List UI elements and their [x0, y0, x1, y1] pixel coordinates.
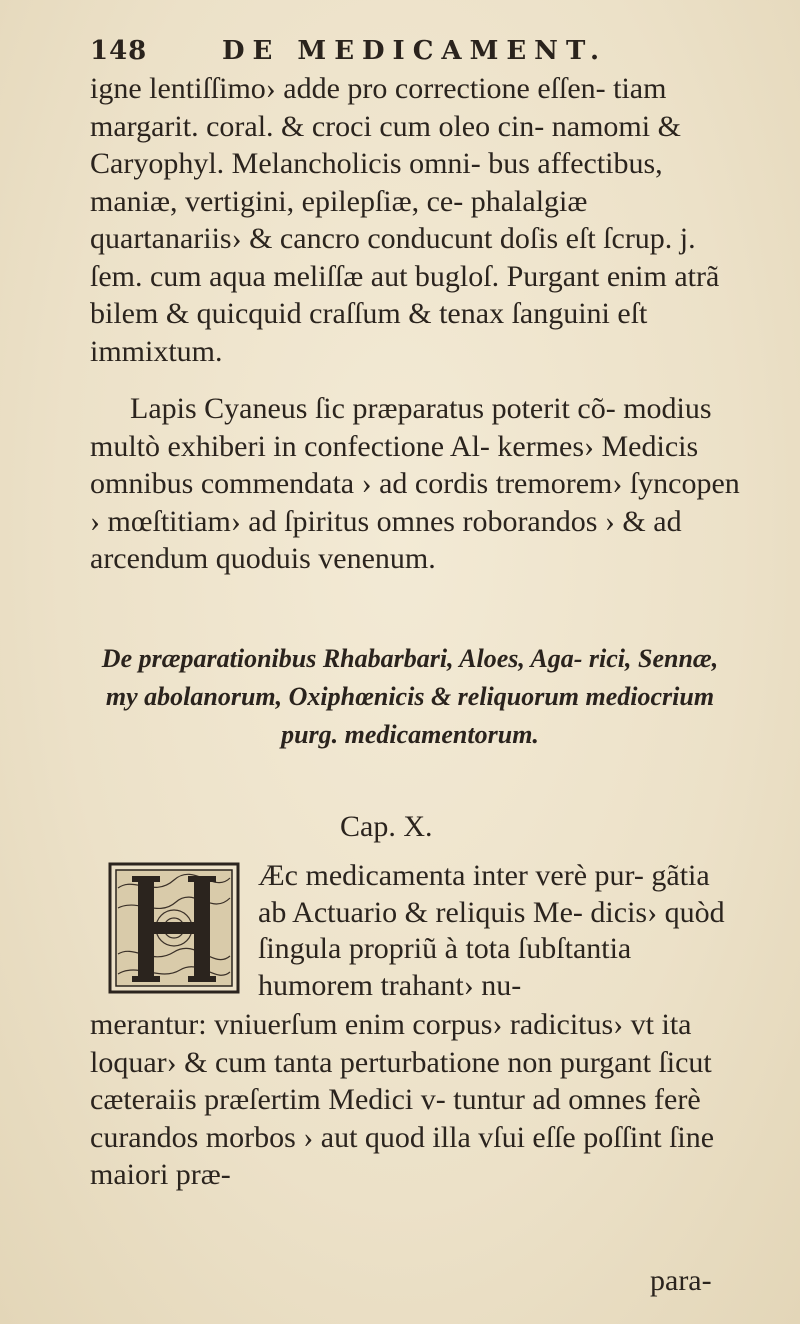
catchword: para- [650, 1264, 712, 1297]
paragraph-3: merantur: vniuerſum enim corpus› radicitus› vt ita loquar› & cum tanta perturbatione non purgant ſicut cæteraiis præſertim Medici v- tuntur ad omnes ferè curandos morbos › aut quod illa vſui eſſe poſſint ſine maiori præ- [90, 1008, 715, 1191]
paragraph-1: igne lentiſſimo› adde pro correctione eſſen- tiam margarit. coral. & croci cum oleo cin- namomi & Caryophyl. Melancholicis omni- bus affectibus, maniæ, vertigini, epilepſiæ, ce- phalalgiæ quartanariis› & cancro conducunt doſis eſt ſcrup. j. ſem. cum aqua meliſſæ aut bugloſ. Purgant enim atrã bilem & quicquid craſſum & tenax ſanguini eſt immixtum. [90, 72, 720, 368]
decorated-initial-h-icon [104, 858, 244, 998]
section-heading: De præparationibus Rhabarbari, Aloes, Aga- rici, Sennæ, my abolanorum, Oxiphœnicis & reliquorum mediocrium purg. medicamentorum. [101, 644, 719, 749]
running-title: DE MEDICAMENT. [222, 36, 607, 66]
paragraph-2: Lapis Cyaneus ſic præparatus poterit cõ- modius multò exhiberi in confectione Al- kermes› Medicis omnibus commendata › ad cordis tremorem› ſyncopen › mœſtitiam› ad ſpiritus omnes roborandos › & ad arcendum quoduis venenum. [90, 392, 740, 575]
decorated-initial [104, 858, 244, 998]
page-number: 148 [90, 36, 148, 66]
chapter-label: Cap. X. [340, 810, 433, 843]
page-header [90, 28, 750, 68]
chapter-opening-text: Æc medicamenta inter verè pur- gãtia ab Actuario & reliquis Me- dicis› quòd ſingula propriũ à tota ſubſtantia humorem trahant› nu- [258, 859, 725, 1002]
